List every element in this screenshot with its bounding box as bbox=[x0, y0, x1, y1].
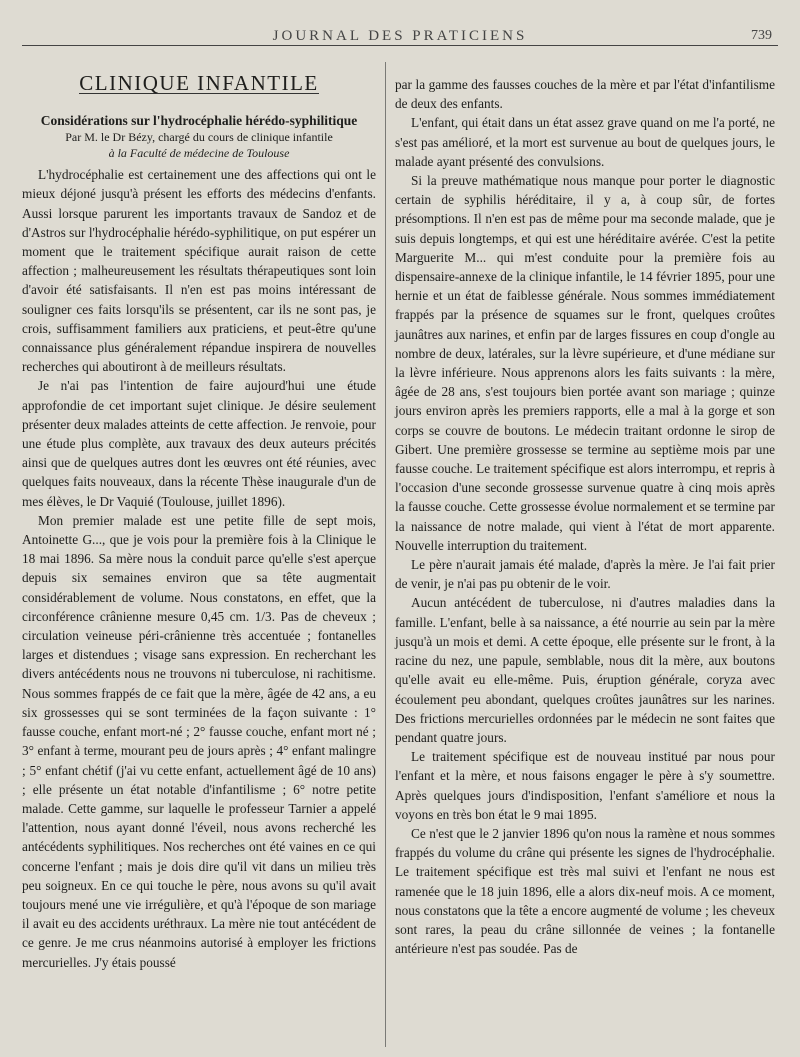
paragraph: Je n'ai pas l'intention de faire aujourd'hui une étude approfondie de cet important sujet clinique. Je désire seulement présenter deux malades atteints de cette affection. Je renvoie, pour une étude plus complète, aux travaux des deux auteurs précités ainsi que de quelques autres dont les œuvres ont été réunies, avec quelques faits nouveaux, dans la récente Thèse inaugurale d'un de mes élèves, le Dr Vaquié (Toulouse, juillet 1896). bbox=[22, 378, 376, 509]
paragraph: Le traitement spécifique est de nouveau institué par nous pour l'enfant et la mère, et nous faisons engager le père à s'y soumettre. Après quelques jours d'indisposition, l'enfant s'améliore et nous la voyons en très bon état le 9 mai 1895. bbox=[395, 749, 775, 822]
paragraph: Si la preuve mathématique nous manque pour porter le diagnostic certain de syphilis héréditaire, il y a, à coup sûr, de fortes présomptions. Il n'en est pas de même pour ma seconde malade, que je suis depuis longtemps, et qui est une héréditaire avérée. C'est la petite Marguerite M... qui m'est conduite pour la première fois au dispensaire-annexe de la clinique infantile, le 14 février 1895, pour une hernie et un état de faiblesse générale. Nous sommes immédiatement frappés par la présence de squames sur le front, quelques croûtes jaunâtres aux narines, et enfin par de larges fissures en coup d'ongle au nombre de deux, latérales, sur la lèvre supérieure, et d'une médiane sur la lèvre inférieure. Nous apprenons alors les faits suivants : la mère, âgée de 28 ans, s'est toujours bien portée avant son mariage ; quinze jours environ après les premiers rapports, elle a mal à la gorge et son corps se couvre de boutons. Le médecin traitant ordonne le sirop de Gibert. Une première grossesse se termine au septième mois par une fausse couche. Le traitement spécifique est alors interrompu, et repris à l'occasion d'une seconde grossesse survenue quatre à cinq mois après la fausse couche. Cette grossesse évolue normalement et se termine par la naissance de notre malade, qui vient à l'état de mort apparente. Nouvelle interruption du traitement. bbox=[395, 173, 775, 553]
paragraph: L'hydrocéphalie est certainement une des affections qui ont le mieux déjoné jusqu'à présent les efforts des médecins d'enfants. Aussi lorsque parurent les importants travaux de Sandoz et de d'Astros sur l'hydrocéphalie hérédo-syphilitique, on put espérer un moment que le traitement spécifique aurait raison de cette affection ; malheureusement les résultats thérapeutiques sont loin d'avoir été satisfaisants. Il n'en est pas moins intéressant de souligner ces faits lorsqu'ils se présentent, car ils ne sont pas, je crois, suffisamment familiers aux praticiens, et peut-être qu'une connaissance plus généralement répandue inspirera de nouvelles recherches qui aboutiront à de meilleurs résultats. bbox=[22, 167, 376, 375]
header-rule bbox=[22, 45, 778, 46]
paragraph: par la gamme des fausses couches de la mère et par l'état d'infantilisme de deux des enfants. bbox=[395, 77, 775, 112]
paragraph: Mon premier malade est une petite fille de sept mois, Antoinette G..., que je vois pour la première fois à la Clinique le 18 mai 1896. Sa mère nous la conduit parce qu'elle s'est aperçue depuis six semaines environ que sa tête augmentait considérablement de volume. Nous constatons, en effet, que la circonférence crânienne mesure 0,45 cm. 1/3. Pas de cheveux ; circulation veineuse péri-crânienne très accentuée ; fontanelles larges et distendues ; visage sans expression. En recherchant les divers antécédents nous ne trouvons ni tuberculose, ni rachitisme. Nous sommes frappés de ce fait que la mère, âgée de 42 ans, a eu six grossesses qui se sont terminées de la façon suivante : 1° fausse couche, enfant mort-né ; 2° fausse couche, enfant mort né ; 3° enfant à terme, mourant peu de jours après ; 4° enfant malingre ; 5° enfant chétif (j'ai vu cette enfant, actuellement âgé de 10 ans) ; elle présente un état notable d'infantilisme ; 6° notre petite malade. Cette gamme, sur laquelle le professeur Tarnier a appelé l'attention, nous ayant donné l'éveil, nous avons recherché les antécédents syphilitiques. Nos recherches ont été vaines en ce qui concerne l'enfant ; mais je dois dire qu'il vit dans un milieu très peu soigneux. En ce qui touche le père, nous avons su qu'il avait toujours mené une vie irrégulière, et qu'à l'époque de son mariage il avait eu des accidents uréthraux. La mère nie tout antécédent de ce genre. Je me crus néanmoins autorisé à employer les frictions mercurielles. J'y étais poussé bbox=[22, 512, 376, 970]
paragraph: L'enfant, qui était dans un état assez grave quand on me l'a porté, ne s'est pas amélioré, et la mort est survenue au bout de quelques jours, le malade ayant présenté des convulsions. bbox=[395, 115, 775, 169]
article-title: Considérations sur l'hydrocéphalie hérédo-syphilitique bbox=[40, 113, 358, 129]
page-number: 739 bbox=[751, 28, 772, 43]
section-title: CLINIQUE INFANTILE bbox=[79, 71, 319, 95]
journal-title: JOURNAL DES PRATICIENS bbox=[272, 28, 528, 44]
paragraph: Aucun antécédent de tuberculose, ni d'autres maladies dans la famille. L'enfant, belle à sa naissance, a été nourrie au sein par la mère jusqu'à un mois et demi. A cette époque, elle présente sur le front, à la racine du nez, une papule, semblable, nous dit la mère, aux boutons qu'elle avait eu elle-même. Puis, éruption générale, coryza avec écoulement peu abondant, quelques croûtes jaunâtres sur les narines. Des frictions mercurielles ordonnées par le médecin ne sont faites que pendant quatre jours. bbox=[395, 595, 775, 745]
paragraph: Le père n'aurait jamais été malade, d'après la mère. Je l'ai fait prier de venir, je n'ai pas pu obtenir de le voir. bbox=[395, 557, 775, 592]
left-column bbox=[22, 71, 376, 972]
byline-author: Par M. le Dr Bézy, chargé du cours de clinique infantile bbox=[65, 130, 333, 145]
right-column bbox=[395, 75, 775, 958]
paragraph: Ce n'est que le 2 janvier 1896 qu'on nous la ramène et nous sommes frappés du volume du crâne qui présente les signes de l'hydrocéphalie. Le traitement spécifique est très mal suivi et l'enfant ne nous est ramenée que le 18 juin 1896, elle a alors dix-neuf mois. A ce moment, nous constatons que la tête a encore augmenté de volume ; les cheveux sont rares, la peau du crâne sillonnée de veines ; la fontanelle antérieure n'est pas soudée. Pas de bbox=[395, 825, 775, 957]
column-divider bbox=[385, 62, 386, 1047]
byline bbox=[22, 129, 376, 161]
byline-affiliation: à la Faculté de médecine de Toulouse bbox=[108, 146, 290, 161]
